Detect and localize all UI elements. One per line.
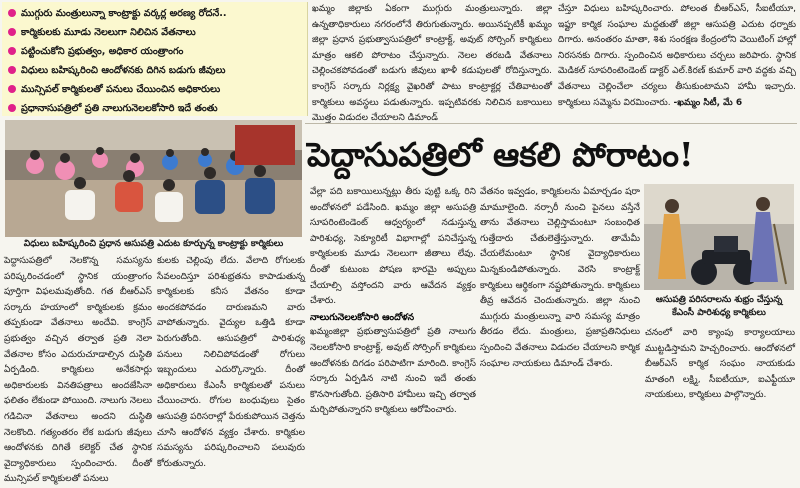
sanitation-photo-image <box>644 184 794 290</box>
article-column-top-right: చేస్తూ విధులు బహిష్కరించారు. పోలంత బీఆర్ఎస్, సీఐటీయూ, ఇఫ్టూ కార్మిక సంఘాల మద్దతుతో జిల్లా ఆసుపత్రి ఎదుట ధర్నాకు దిగారు. అనంతరం మాతా, శిశు సంరక్షణ కేంద్రంలోని వెయిటింగ్ హాల్లో నిరసనకు దిగారు. స్పందించిన అధికారులు చర్చలు జరిపారు. స్థానిక మెడికల్ సూపరింటెండెంట్ డాక్టర్ ఎల్.కిరణ్ కుమార్ వారి వద్దకు వచ్చి వేతనాలు చెల్లించేలా చర్యలు తీసుకుంటామని హామీ ఇచ్చారు. కార్మికులు సమ్మెను విరమించారు. -ఖమ్మం సిటీ, మే 6 <box>558 4 796 108</box>
protest-photo <box>5 120 302 237</box>
article-column-1: పెద్దాసుపత్రిలో నెలకొన్న సమస్యను పరిష్కరించడంలో స్థానిక యంత్రాంగం పూర్తిగా విఫలమవుతోంది. గత బీఆర్ఎస్ సర్కారు హయాంలో కార్మికులకు క్రమం తప్పకుండా వేతనాలు అందేవి. కాంగ్రెస్ ప్రభుత్వం వచ్చిన తర్వాత ప్రతి నెలా వేతనాల కోసం ఎదురుచూడాల్సిన దుస్థితి ఏర్పడింది. కార్మికులు అనేకసార్లు అధికారులకు వినతిపత్రాలు అందజేసినా ఫలితం లేకుండా పోయింది. నాలుగు నెలలు గడిచినా వేతనాలు అందని దుస్థితి నెలకొంది. గత్యంతరం లేక బడుగు జీవులు ఆందోళనకు దిగితే కలెక్టర్ చేత స్థానిక వైద్యాధికారులు స్పందించారు. దీంతో మున్సిపల్ కార్మికులతో పనులు <box>4 256 152 485</box>
bullet-dot-icon <box>8 85 16 93</box>
highlight-item: ప్రధానాసుపత్రిలో ప్రతి నాలుగునెలలకోసారి ఇదే తంతు <box>8 99 307 118</box>
highlight-item: ముగ్గురు మంత్రులున్నా కాంట్రాక్టు వర్కర్ల అరణ్య రోదనే.. <box>8 4 307 23</box>
article-column-2: కులకు చెల్లింపు లేదు. వేలాది రోగులకు సేవలందిస్తూ పరిశుభ్రతను కాపాడుతున్న కార్మికులకు కనీస వేతనం కూడా అందకపోవడం దారుణమని వారు వాపోతున్నారు. వైద్యుల ఒత్తిడి కూడా పెరుగుతోంది. ఆసుపత్రిలో పారిశుధ్య పనులు నిలిచిపోవడంతో రోగులు ఇబ్బందులు ఎదుర్కొన్నారు. దీంతో అధికారులు కేఎంసీ కార్మికులతో పనులు చేయించారు. రోగుల బంధువులు సైతం ఆసుపత్రి పరిసరాల్లో పేరుకుపోయిన చెత్తను చూసి ఆందోళన వ్యక్తం చేశారు. కార్మికుల సమస్యను పరిష్కరించాలని పలువురు కోరుతున్నారు. <box>157 256 305 469</box>
bullet-dot-icon <box>8 9 16 17</box>
article-column-top-middle: ఖమ్మం జిల్లాకు ఏకంగా ముగ్గురు మంత్రులున్నారు. జిల్లా ఉన్నతాధికారులు నగరంలోనే తిరుగుతున్నారు. అయినప్పటికీ ఖమ్మం జిల్లా ప్రధాన ప్రభుత్వాసుపత్రిలో కాంట్రాక్ట్, అవుట్ సోర్సింగ్ కార్మికులు మాత్రం ఆకలి పోరాటం చేస్తున్నారు. నెలల తరబడి వేతనాలు చెల్లించకపోవడంతో బడుగు జీవులు ఖాళీ కడుపులతో రోదిస్తున్నారు. కాంగ్రెస్ సర్కారు నిర్లక్ష్య వైఖరితో పాటు కాంట్రాక్టర్ల చేతివాటంతో కార్మికులు అవస్థలు పడుతున్నారు. ఇప్పటివరకు నిలిచిన బకాయిలు మొత్తం విడుదల చేయాలని డిమాండ్ <box>312 4 552 124</box>
article-column-3: వేల్లా పది బకాయిలున్నట్లు తీరు పుట్టి ఒక్క రిని అందోళనలో పడేసింది. ఖమ్మం జిల్లా అసుపత్రి సూపరింటెండెంట్ ఆధ్వర్యంలో నడుస్తున్న పారిశుధ్య, సెక్యూరిటీ విభాగాల్లో పనిచేస్తున్న కార్మికులకు మూడు నెలలుగా జీతాలు లేవు. దీంతో కుటుంబ పోషణ భారమై అప్పులు చేయాల్సి వస్తోందని వారు ఆవేదన వ్యక్తం చేశారు. నాలుగునెలలకోసారి ఆందోళన ఖమ్మంజిల్లా ప్రభుత్వాసుపత్రిలో ప్రతి నాలుగు నెలలకోసారి కాంట్రాక్ట్, అవుట్ సోర్సింగ్ కార్మికులు ఆందోళనకు దిగడం పరిపాటిగా మారింది. కాంగ్రెస్ సర్కారు ఏర్పడిన నాటి నుంచి ఇదే తంతు కొనసాగుతోంది. ప్రతిసారి హామీలు ఇచ్చి తర్వాత మర్చిపోతున్నారని కార్మికులు ఆరోపించారు. <box>310 187 476 416</box>
photo-caption-right: ఆసుపత్రి పరిసరాలను శుభ్రం చేస్తున్న కేఎంసీ పారిశుధ్య కార్మికులు <box>655 295 783 318</box>
highlight-item: కార్మికులకు మూడు నెలలుగా నిలిచిన వేతనాలు <box>8 23 307 42</box>
highlight-item: మున్సిపల్ కార్మికులతో పనులు చేయించిన అధికారులు <box>8 80 307 99</box>
sanitation-photo <box>644 184 794 290</box>
highlights-box <box>2 2 308 116</box>
photo-caption-left: విధులు బహిష్కరించి ప్రధాన ఆసుపత్రి ఎదుట కూర్చున్న కాంట్రాక్టు కార్మికులు <box>23 239 284 249</box>
sub-heading: నాలుగునెలలకోసారి ఆందోళన <box>310 311 415 323</box>
highlight-item: విధులు బహిష్కరించి ఆందోళనకు దిగిన బడుగు జీవులు <box>8 61 307 80</box>
bullet-dot-icon <box>8 28 16 36</box>
article-column-4: వేతనం ఇవ్వడం, కార్మికులను ఏమార్చడం షరా మామూలైంది. నర్సారీ నుంచి పైనలు వస్తేనే తాను వేతనాలు చెల్లిస్తామంటూ సంబంధిత గుత్తేదారు చేతులెత్తేస్తున్నారు. తామేమీ చేయలేమంటూ స్థానిక వైద్యాధికారులు మిన్నకుండిపోతున్నారు. వెరసి కాంట్రాక్ట్ కార్మికులు ఆర్థికంగా నష్టపోతున్నారు. కార్మికులు తీవ్ర ఆవేదన చెందుతున్నారు. జిల్లా నుంచి ముగ్గురు మంత్రులున్నా వారి సమస్య మాత్రం తీరడం లేదు. మంత్రులు, ప్రజాప్రతినిధులు స్పందించి వేతనాలు విడుదల చేయాలని కార్మిక సంఘాల నాయకులు డిమాండ్ చేశారు. <box>480 187 640 369</box>
highlight-item: పట్టించుకోని ప్రభుత్వం, అధికార యంత్రాంగం <box>8 42 307 61</box>
dateline: -ఖమ్మం సిటీ, మే 6 <box>673 97 743 108</box>
headline: పెద్దాసుపత్రిలో ఆకలి పోరాటం! <box>307 135 694 174</box>
bullet-dot-icon <box>8 66 16 74</box>
protest-photo-image <box>5 120 302 237</box>
bullet-dot-icon <box>8 47 16 55</box>
divider <box>305 123 797 124</box>
article-column-5: చనంలో వారి క్యాంపు కార్యాలయాలు ముట్టడిస్తామని హెచ్చరించారు. ఆందోళనలో బీఆర్ఎస్ కార్మిక సంఘం నాయకుడు మాతంగి లక్ష్మి, సీఐటీయూ, ఐఎఫ్టీయూ నాయకులు, కార్మికులు పాల్గొన్నారు. <box>645 328 795 401</box>
bullet-dot-icon <box>8 104 16 112</box>
